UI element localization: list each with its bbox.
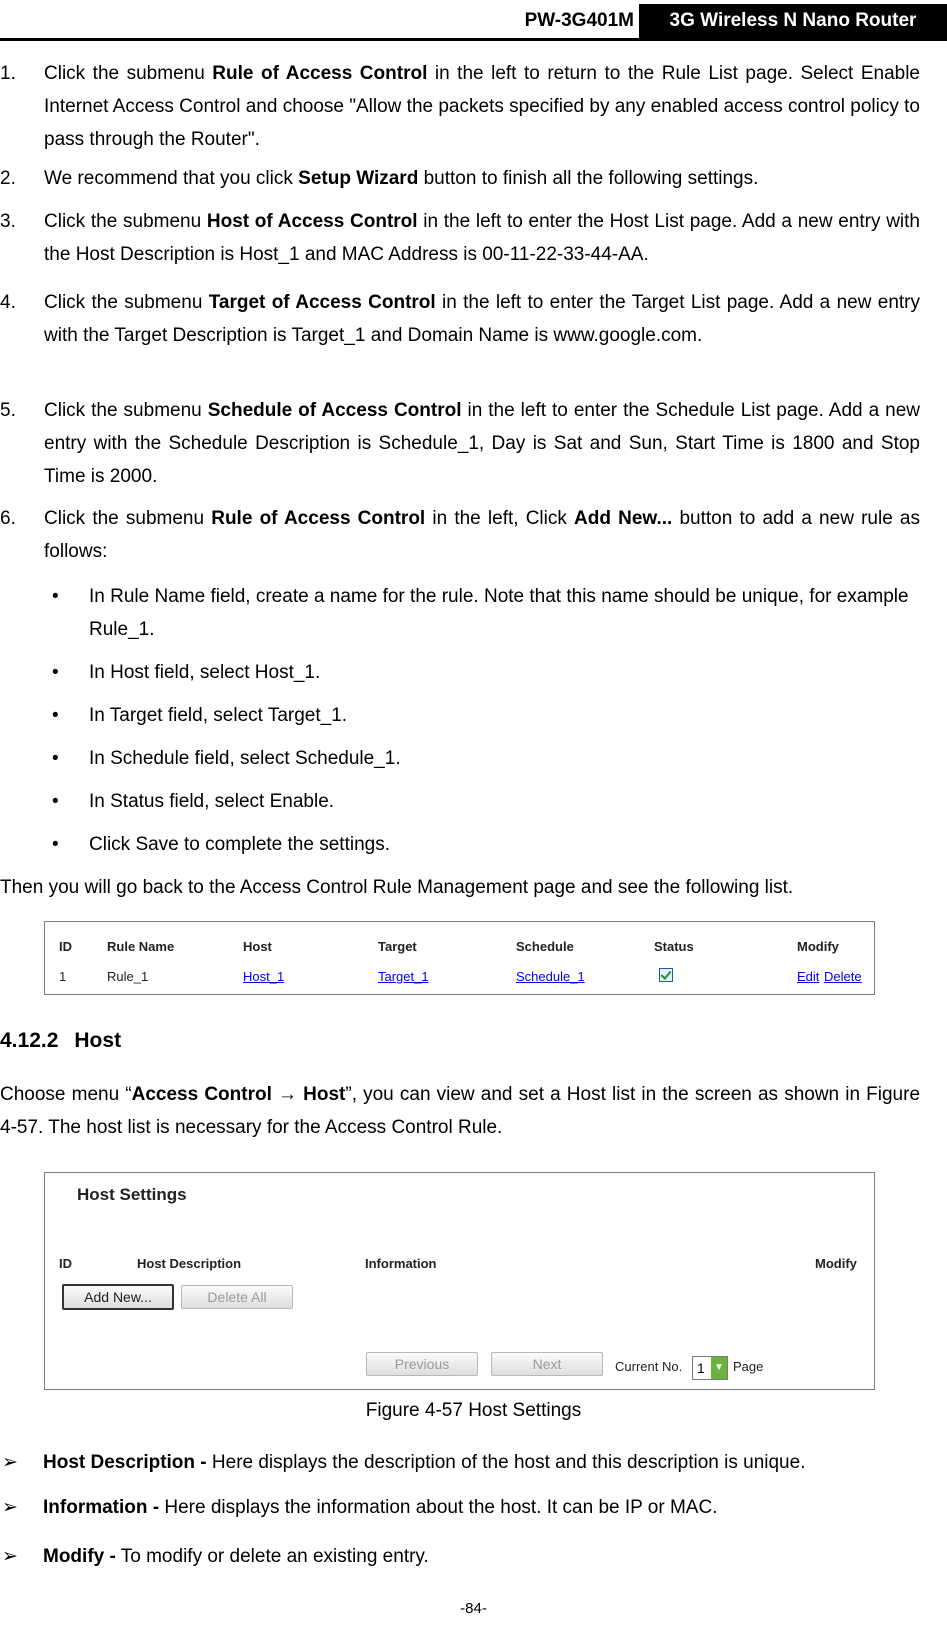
col-host: Host	[243, 939, 272, 954]
chevron-down-icon: ▼	[711, 1357, 727, 1379]
step-text: button to finish all the following settings.	[418, 168, 759, 189]
page-label: Page	[733, 1359, 764, 1374]
step-text: in the left to enter the Host List page. Add a new entry with the Host Description is Host_1 and MAC Address is 00-11-22-33-44-AA.	[44, 211, 921, 265]
bullet-text: In Schedule field, select Schedule_1.	[89, 748, 401, 769]
definition-item	[0, 1491, 920, 1524]
row-id: 1	[59, 969, 67, 984]
bullet-text: In Rule Name field, create a name for the rule. Note that this name should be unique, for example Rule_1.	[89, 586, 909, 640]
col-information: Information	[365, 1256, 437, 1271]
definition-term: Host Description -	[43, 1452, 207, 1473]
col-status: Status	[654, 939, 694, 954]
col-rule-name: Rule Name	[107, 939, 175, 954]
col-id: ID	[59, 939, 72, 954]
intro-part: ”, you can view and set a Host list in the screen as shown in Figure 4-57. The host list is necessary for the Access Control Rule.	[0, 1084, 921, 1138]
product-name: 3G Wireless N Nano Router	[639, 4, 947, 38]
bullet-text: Click Save to complete the settings.	[89, 834, 390, 855]
menu-name: Host of Access Control	[206, 211, 418, 232]
row-rule-name: Rule_1	[107, 969, 149, 984]
definition-item	[0, 1540, 920, 1573]
bullet-item: • In Schedule field, select Schedule_1.	[0, 742, 920, 775]
model-name: PW-3G401M	[524, 10, 634, 31]
definition-item	[0, 1446, 920, 1479]
arrow-bullet-icon: ➢	[2, 1497, 18, 1518]
bullet-text: In Host field, select Host_1.	[89, 662, 321, 683]
step-text: We recommend that you click	[44, 168, 299, 189]
figure-caption: Figure 4-57 Host Settings	[365, 1400, 582, 1421]
intro-part: Choose menu “	[0, 1084, 132, 1105]
add-new-button[interactable]: Add New...	[62, 1284, 174, 1310]
definition-term: Modify -	[43, 1546, 116, 1567]
step-6	[0, 502, 920, 568]
bullet-item: • In Rule Name field, create a name for the rule. Note that this name should be unique, for example Rule_1.	[0, 580, 920, 646]
page-number: -84-	[460, 1600, 487, 1617]
step-text: in the left, Click	[425, 508, 575, 529]
step-number: 2.	[0, 168, 16, 189]
edit-link[interactable]: Edit	[797, 969, 820, 984]
schedule-link[interactable]: Schedule_1	[516, 969, 585, 984]
current-no-label: Current No.	[615, 1359, 683, 1374]
button-name: Setup Wizard	[298, 168, 419, 189]
definition-text: To modify or delete an existing entry.	[115, 1546, 429, 1567]
delete-link[interactable]: Delete	[824, 969, 862, 984]
step-text: in the left to enter the Target List page. Add a new entry with the Target Description is Target_1 and Domain Name is www.google.com.	[44, 292, 920, 346]
arrow-bullet-icon: ➢	[2, 1452, 18, 1473]
host-link[interactable]: Host_1	[243, 969, 285, 984]
arrow-bullet-icon: ➢	[2, 1546, 18, 1567]
step-number: 4.	[0, 292, 16, 313]
section-number: 4.12.2	[0, 1029, 59, 1052]
page-select-value: 1	[697, 1360, 705, 1376]
host-settings-screenshot	[44, 1172, 875, 1390]
menu-name: Schedule of Access Control	[207, 400, 462, 421]
header-rule	[0, 38, 947, 41]
intro-text	[0, 1078, 920, 1144]
then-text: Then you will go back to the Access Control Rule Management page and see the following list.	[0, 877, 794, 898]
step-number: 3.	[0, 211, 16, 232]
step-1	[0, 57, 920, 156]
step-number: 1.	[0, 63, 16, 84]
col-modify: Modify	[797, 939, 839, 954]
step-text: Click the submenu	[44, 63, 213, 84]
bullet-item: • In Target field, select Target_1.	[0, 699, 920, 732]
bullet-text: In Target field, select Target_1.	[89, 705, 348, 726]
bullet-text: In Status field, select Enable.	[89, 791, 335, 812]
step-number: 5.	[0, 400, 16, 421]
bullet-item: • In Host field, select Host_1.	[0, 656, 920, 689]
col-schedule: Schedule	[516, 939, 574, 954]
page-select[interactable]	[692, 1356, 728, 1380]
step-text: Click the submenu	[44, 211, 207, 232]
col-modify: Modify	[815, 1256, 857, 1271]
col-id: ID	[59, 1256, 72, 1271]
step-number: 6.	[0, 508, 16, 529]
step-4	[0, 286, 920, 352]
definition-text: Here displays the description of the host and this description is unique.	[206, 1452, 806, 1473]
bullet-item: • In Status field, select Enable.	[0, 785, 920, 818]
status-checkbox[interactable]	[659, 968, 673, 982]
col-host-description: Host Description	[137, 1256, 242, 1271]
page-header	[0, 0, 947, 42]
rule-list-screenshot	[44, 921, 875, 995]
delete-all-button[interactable]: Delete All	[181, 1285, 293, 1309]
step-text: button to add a new rule as follows:	[44, 508, 920, 562]
host-settings-title: Host Settings	[77, 1185, 187, 1204]
menu-arrow: →	[278, 1084, 297, 1105]
section-heading	[0, 1024, 920, 1057]
step-2	[0, 162, 920, 195]
bullet-item: • Click Save to complete the settings.	[0, 828, 920, 861]
step-text: Click the submenu	[44, 400, 208, 421]
menu-name: Host	[303, 1084, 346, 1105]
step-text: in the left to return to the Rule List page. Select Enable Internet Access Control and choose "Allow the packets specified by any enabled access control policy to pass through the Router".	[44, 63, 920, 150]
definition-text: Here displays the information about the host. It can be IP or MAC.	[159, 1497, 718, 1518]
step-3	[0, 205, 920, 271]
previous-button[interactable]: Previous	[366, 1352, 478, 1376]
menu-name: Target of Access Control	[208, 292, 436, 313]
menu-name: Rule of Access Control	[211, 508, 426, 529]
menu-name: Rule of Access Control	[212, 63, 428, 84]
target-link[interactable]: Target_1	[378, 969, 429, 984]
step-text: in the left to enter the Schedule List page. Add a new entry with the Schedule Description is Schedule_1, Day is Sat and Sun, Start Time is 1800 and Stop Time is 2000.	[44, 400, 920, 487]
menu-name: Access Control	[131, 1084, 272, 1105]
step-text: Click the submenu	[44, 292, 209, 313]
next-button[interactable]: Next	[491, 1352, 603, 1376]
step-5	[0, 394, 920, 493]
section-title: Host	[74, 1029, 122, 1052]
step-text: Click the submenu	[44, 508, 212, 529]
button-name: Add New...	[574, 508, 673, 529]
col-target: Target	[378, 939, 417, 954]
definition-term: Information -	[43, 1497, 160, 1518]
